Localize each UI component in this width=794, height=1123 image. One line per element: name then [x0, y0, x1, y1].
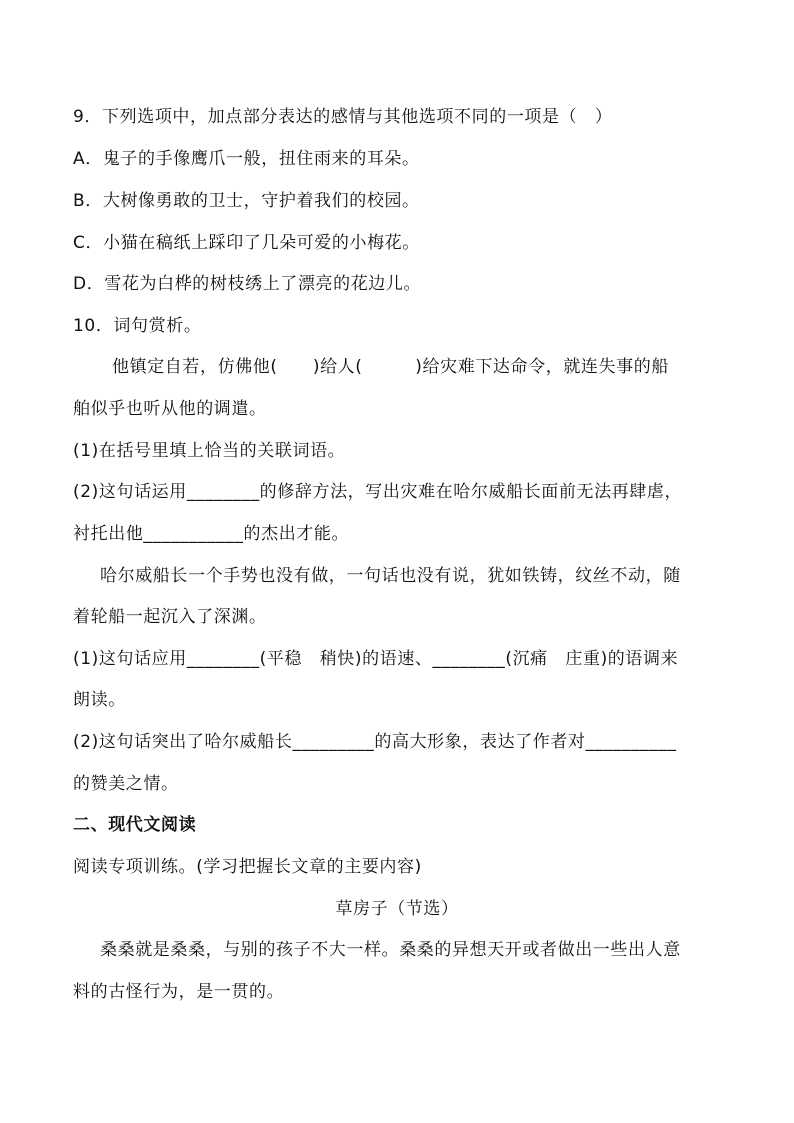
passage-2-line-1: 哈尔威船长一个手势也没有做，一句话也没有说，犹如铁铸，纹丝不动，随	[100, 566, 681, 586]
sub-question-2-1-line-2: 朗读。	[73, 690, 126, 710]
sub-question-2-2-line-2: 的赞美之情。	[73, 774, 179, 794]
sub-question-1-2-line-2: 衬托出他___________的杰出才能。	[73, 524, 350, 544]
sub-question-2-2-line-1: (2)这句话突出了哈尔威船长_________的高大形象，表达了作者对__________	[73, 732, 677, 752]
question-9-option-b: B．大树像勇敢的卫士，守护着我们的校园。	[73, 191, 420, 211]
question-9-stem: 9．下列选项中，加点部分表达的感情与其他选项不同的一项是（ ）	[73, 107, 613, 127]
sub-question-2-1-line-1: (1)这句话应用________(平稳 稍快)的语速、________(沉痛 庄重)的语调来	[73, 649, 679, 669]
question-9-option-c: C．小猫在稿纸上踩印了几朵可爱的小梅花。	[73, 233, 420, 253]
sub-question-1-1: (1)在括号里填上恰当的关联词语。	[73, 441, 346, 461]
passage-1-line-1: 他镇定自若，仿佛他( )给人( )给灾难下达命令，就连失事的船	[112, 357, 669, 377]
passage-1-line-2: 舶似乎也听从他的调遣。	[73, 399, 267, 419]
sub-question-1-2-line-1: (2)这句话运用________的修辞方法，写出灾难在哈尔威船长面前无法再肆虐，	[73, 482, 683, 502]
question-10-title: 10．词句赏析。	[73, 316, 202, 336]
question-9-option-a: A．鬼子的手像鹰爪一般，扭住雨来的耳朵。	[73, 149, 420, 169]
section-heading: 二、现代文阅读	[73, 815, 197, 835]
article-title: 草房子（节选）	[335, 899, 459, 919]
reading-instruction: 阅读专项训练。(学习把握长文章的主要内容)	[73, 857, 422, 877]
question-9-option-d: D．雪花为白桦的树枝绣上了漂亮的花边儿。	[73, 274, 422, 294]
article-body-line-1: 桑桑就是桑桑，与别的孩子不大一样。桑桑的异想天开或者做出一些出人意	[100, 940, 681, 960]
passage-2-line-2: 着轮船一起沉入了深渊。	[73, 607, 267, 627]
article-body-line-2: 料的古怪行为，是一贯的。	[73, 982, 285, 1002]
